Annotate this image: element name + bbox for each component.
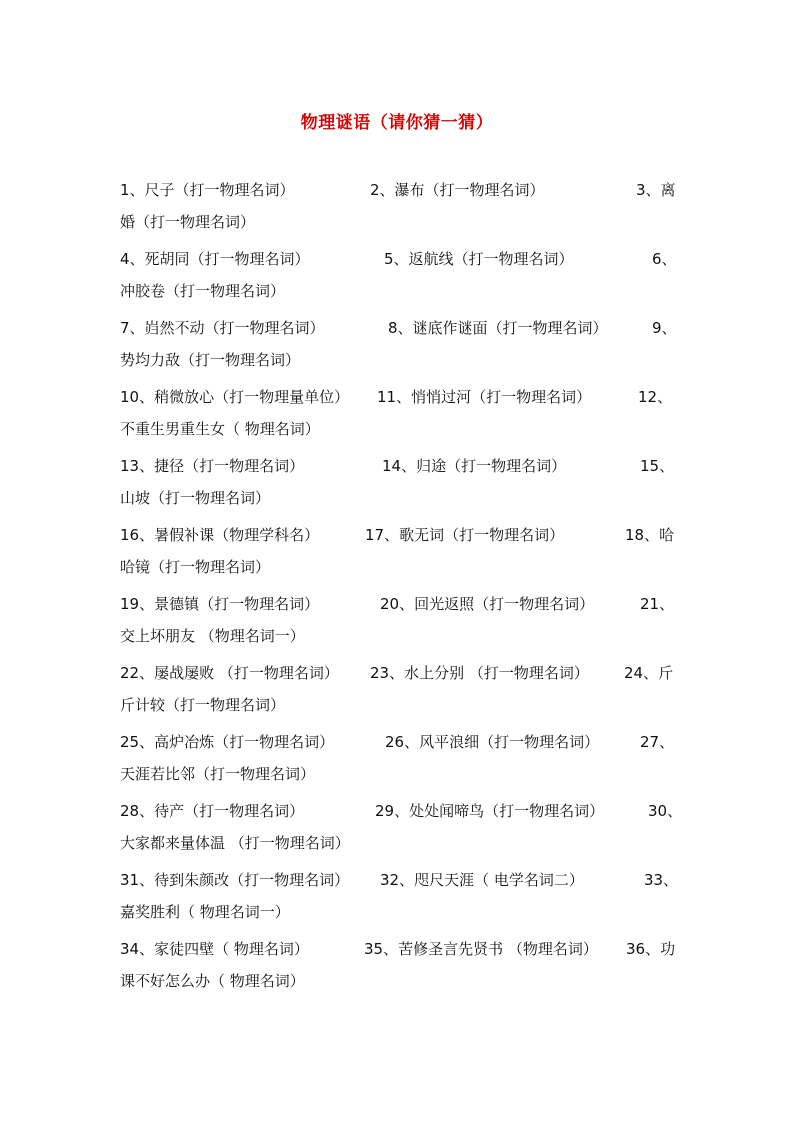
- riddle-item: 6、: [652, 250, 677, 268]
- riddle-item: 29、处处闻啼鸟（打一物理名词）: [375, 802, 605, 820]
- riddle-row: [120, 933, 680, 997]
- riddle-item: 33、: [644, 871, 679, 889]
- riddle-continuation: 斤计较（打一物理名词）: [120, 696, 286, 714]
- riddle-item: 3、离: [636, 181, 676, 199]
- riddle-item: 30、: [648, 802, 683, 820]
- riddle-item: 35、苦修圣言先贤书 （物理名词）: [364, 940, 598, 958]
- riddle-item: 34、家徒四壁（ 物理名词）: [120, 940, 309, 958]
- riddle-item: 32、咫尺天涯（ 电学名词二）: [380, 871, 584, 889]
- riddle-continuation: 不重生男重生女（ 物理名词）: [120, 420, 320, 438]
- riddle-item: 36、功: [626, 940, 676, 958]
- riddle-continuation: 冲胶卷（打一物理名词）: [120, 282, 286, 300]
- riddle-continuation: 课不好怎么办（ 物理名词）: [120, 972, 305, 990]
- riddle-row: [120, 450, 680, 514]
- riddle-item: 23、水上分别 （打一物理名词）: [370, 664, 589, 682]
- riddle-continuation: 哈镜（打一物理名词）: [120, 558, 271, 576]
- riddle-continuation: 婚（打一物理名词）: [120, 213, 256, 231]
- riddle-item: 14、归途（打一物理名词）: [382, 457, 567, 475]
- riddle-item: 8、谜底作谜面（打一物理名词）: [388, 319, 608, 337]
- riddle-item: 28、待产（打一物理名词）: [120, 802, 305, 820]
- riddle-row: [120, 381, 680, 445]
- riddle-continuation: 嘉奖胜利（ 物理名词一）: [120, 903, 290, 921]
- riddle-continuation: 交上坏朋友 （物理名词一）: [120, 627, 305, 645]
- riddle-item: 9、: [652, 319, 677, 337]
- riddle-item: 21、: [640, 595, 675, 613]
- riddle-item: 15、: [640, 457, 675, 475]
- riddle-item: 12、: [638, 388, 673, 406]
- riddle-row: [120, 588, 680, 652]
- riddle-continuation: 山坡（打一物理名词）: [120, 489, 271, 507]
- riddle-item: 16、暑假补课（物理学科名）: [120, 526, 320, 544]
- riddle-continuation: 大家都来量体温 （打一物理名词）: [120, 834, 350, 852]
- riddle-item: 13、捷径（打一物理名词）: [120, 457, 305, 475]
- riddle-item: 10、稍微放心（打一物理量单位）: [120, 388, 350, 406]
- riddle-row: [120, 519, 680, 583]
- riddle-item: 7、岿然不动（打一物理名词）: [120, 319, 325, 337]
- riddle-item: 22、屡战屡败 （打一物理名词）: [120, 664, 339, 682]
- riddle-item: 20、回光返照（打一物理名词）: [380, 595, 595, 613]
- riddle-item: 25、高炉冶炼（打一物理名词）: [120, 733, 335, 751]
- riddle-continuation: 天涯若比邻（打一物理名词）: [120, 765, 316, 783]
- riddle-row: [120, 312, 680, 376]
- riddle-item: 17、歌无词（打一物理名词）: [365, 526, 565, 544]
- riddle-item: 1、尺子（打一物理名词）: [120, 181, 295, 199]
- riddle-item: 5、返航线（打一物理名词）: [384, 250, 574, 268]
- riddle-row: [120, 657, 680, 721]
- riddle-item: 2、瀑布（打一物理名词）: [370, 181, 545, 199]
- riddle-item: 19、景德镇（打一物理名词）: [120, 595, 320, 613]
- riddle-row: [120, 864, 680, 928]
- riddle-item: 4、死胡同（打一物理名词）: [120, 250, 310, 268]
- riddle-row: [120, 795, 683, 859]
- riddle-row: [120, 243, 680, 307]
- riddle-row: [120, 174, 680, 238]
- riddle-continuation: 势均力敌（打一物理名词）: [120, 351, 301, 369]
- riddle-row: [120, 726, 680, 790]
- riddle-item: 24、斤: [624, 664, 674, 682]
- riddle-item: 11、悄悄过河（打一物理名词）: [377, 388, 592, 406]
- riddle-item: 18、哈: [625, 526, 675, 544]
- riddle-item: 27、: [640, 733, 675, 751]
- page-title: 物理谜语（请你猜一猜）: [300, 113, 494, 133]
- riddle-item: 31、待到朱颜改（打一物理名词）: [120, 871, 350, 889]
- riddle-item: 26、风平浪细（打一物理名词）: [385, 733, 600, 751]
